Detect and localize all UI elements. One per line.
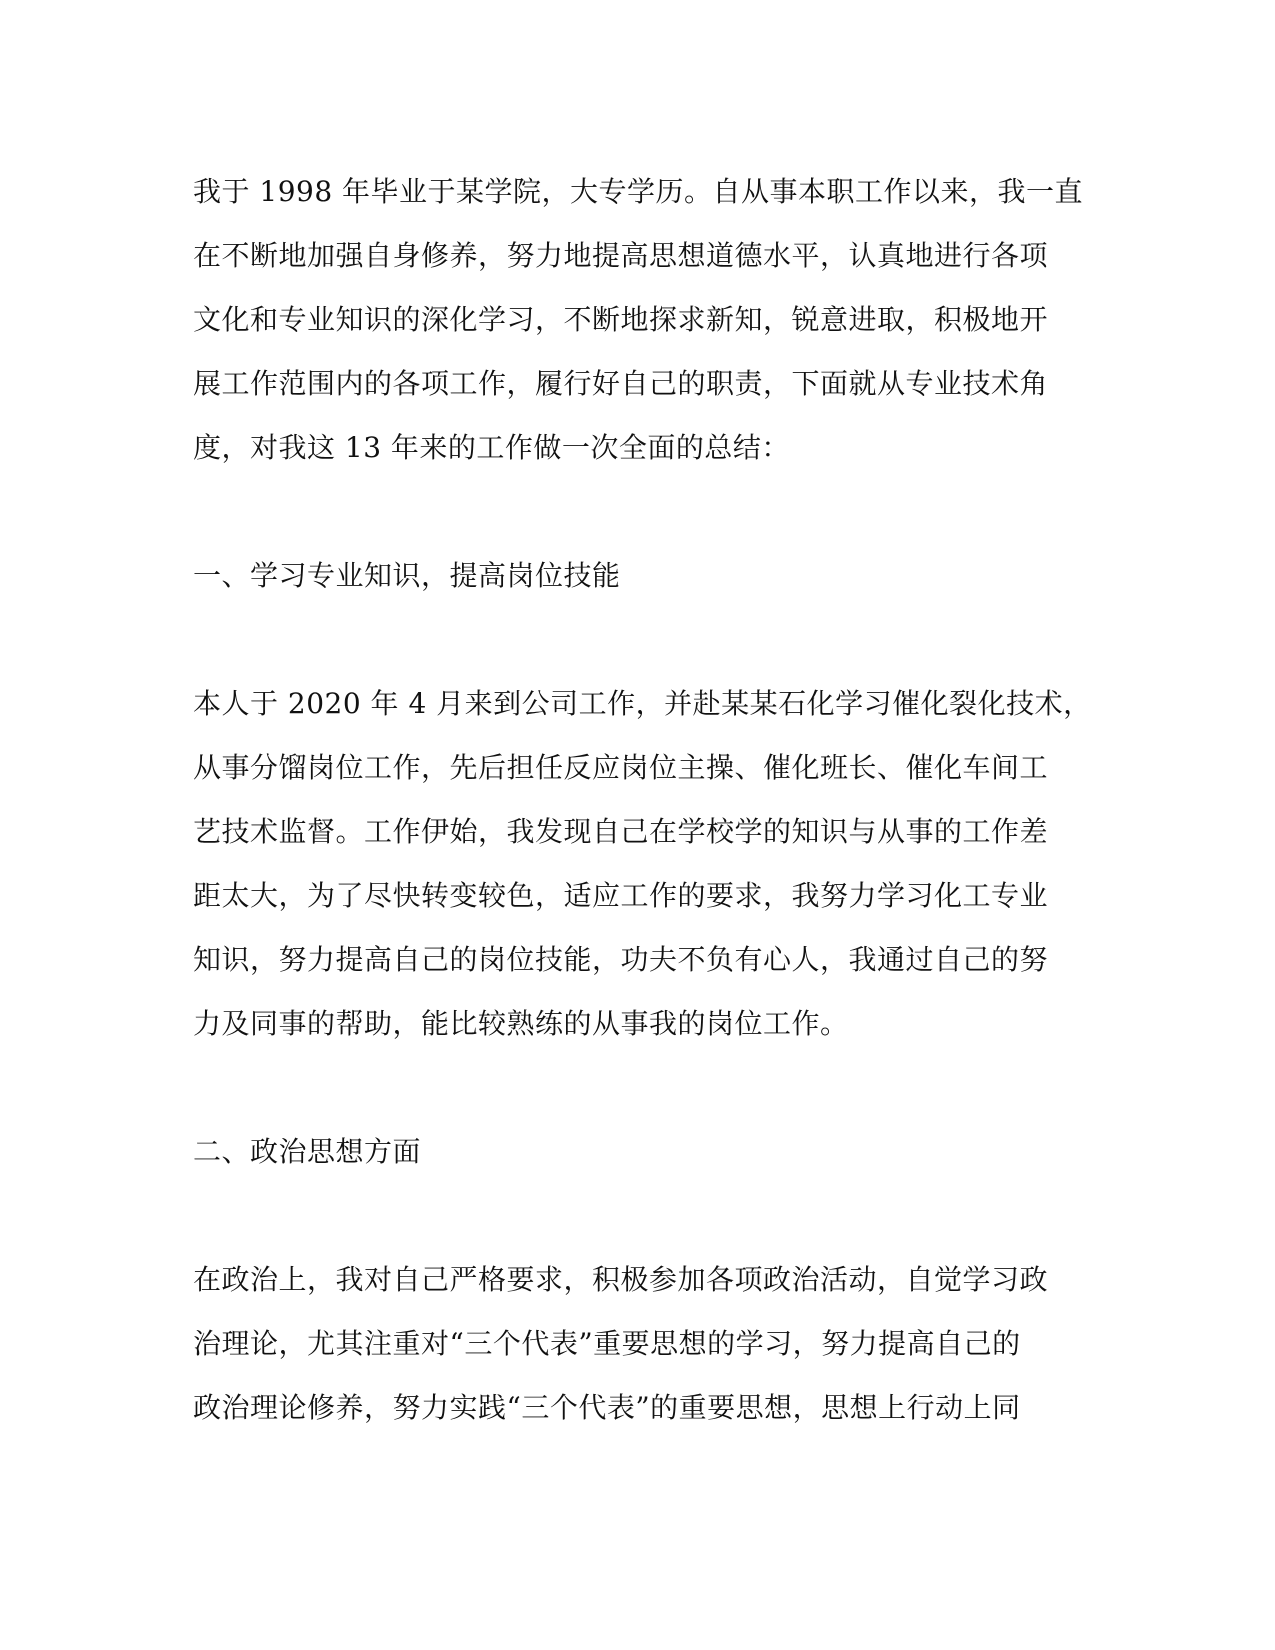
text-line: 力及同事的帮助，能比较熟练的从事我的岗位工作。 (193, 1007, 849, 1040)
paragraph-politics (193, 1248, 1093, 1440)
text-line: 艺技术监督。工作伊始，我发现自己在学校学的知识与从事的工作差 (193, 815, 1049, 848)
text-line: 政治理论修养，努力实践“三个代表”的重要思想，思想上行动上同 (193, 1391, 1021, 1424)
text-line: 我于 1998 年毕业于某学院，大专学历。自从事本职工作以来，我一直 (193, 175, 1084, 208)
paragraph-spacer (193, 1056, 1093, 1120)
paragraph-intro (193, 160, 1093, 480)
text-line: 度，对我这 13 年来的工作做一次全面的总结： (193, 431, 790, 464)
text-line: 距太大，为了尽快转变较色，适应工作的要求，我努力学习化工专业 (193, 879, 1049, 912)
text-line: 本人于 2020 年 4 月来到公司工作，并赴某某石化学习催化裂化技术， (193, 687, 1092, 720)
text-line: 从事分馏岗位工作，先后担任反应岗位主操、催化班长、催化车间工 (193, 751, 1049, 784)
section-heading-1: 一、学习专业知识，提高岗位技能 (193, 559, 621, 592)
paragraph-spacer (193, 608, 1093, 672)
paragraph-spacer (193, 1184, 1093, 1248)
section-heading-2: 二、政治思想方面 (193, 1135, 422, 1168)
text-line: 在不断地加强自身修养，努力地提高思想道德水平，认真地进行各项 (193, 239, 1049, 272)
document-body (193, 160, 1093, 1440)
paragraph-skills (193, 672, 1093, 1056)
text-line: 展工作范围内的各项工作，履行好自己的职责，下面就从专业技术角 (193, 367, 1049, 400)
text-line: 文化和专业知识的深化学习，不断地探求新知，锐意进取，积极地开 (193, 303, 1049, 336)
text-line: 知识，努力提高自己的岗位技能，功夫不负有心人，我通过自己的努 (193, 943, 1049, 976)
text-line: 在政治上，我对自己严格要求，积极参加各项政治活动，自觉学习政 (193, 1263, 1049, 1296)
text-line: 治理论，尤其注重对“三个代表”重要思想的学习，努力提高自己的 (193, 1327, 1021, 1360)
paragraph-spacer (193, 480, 1093, 544)
